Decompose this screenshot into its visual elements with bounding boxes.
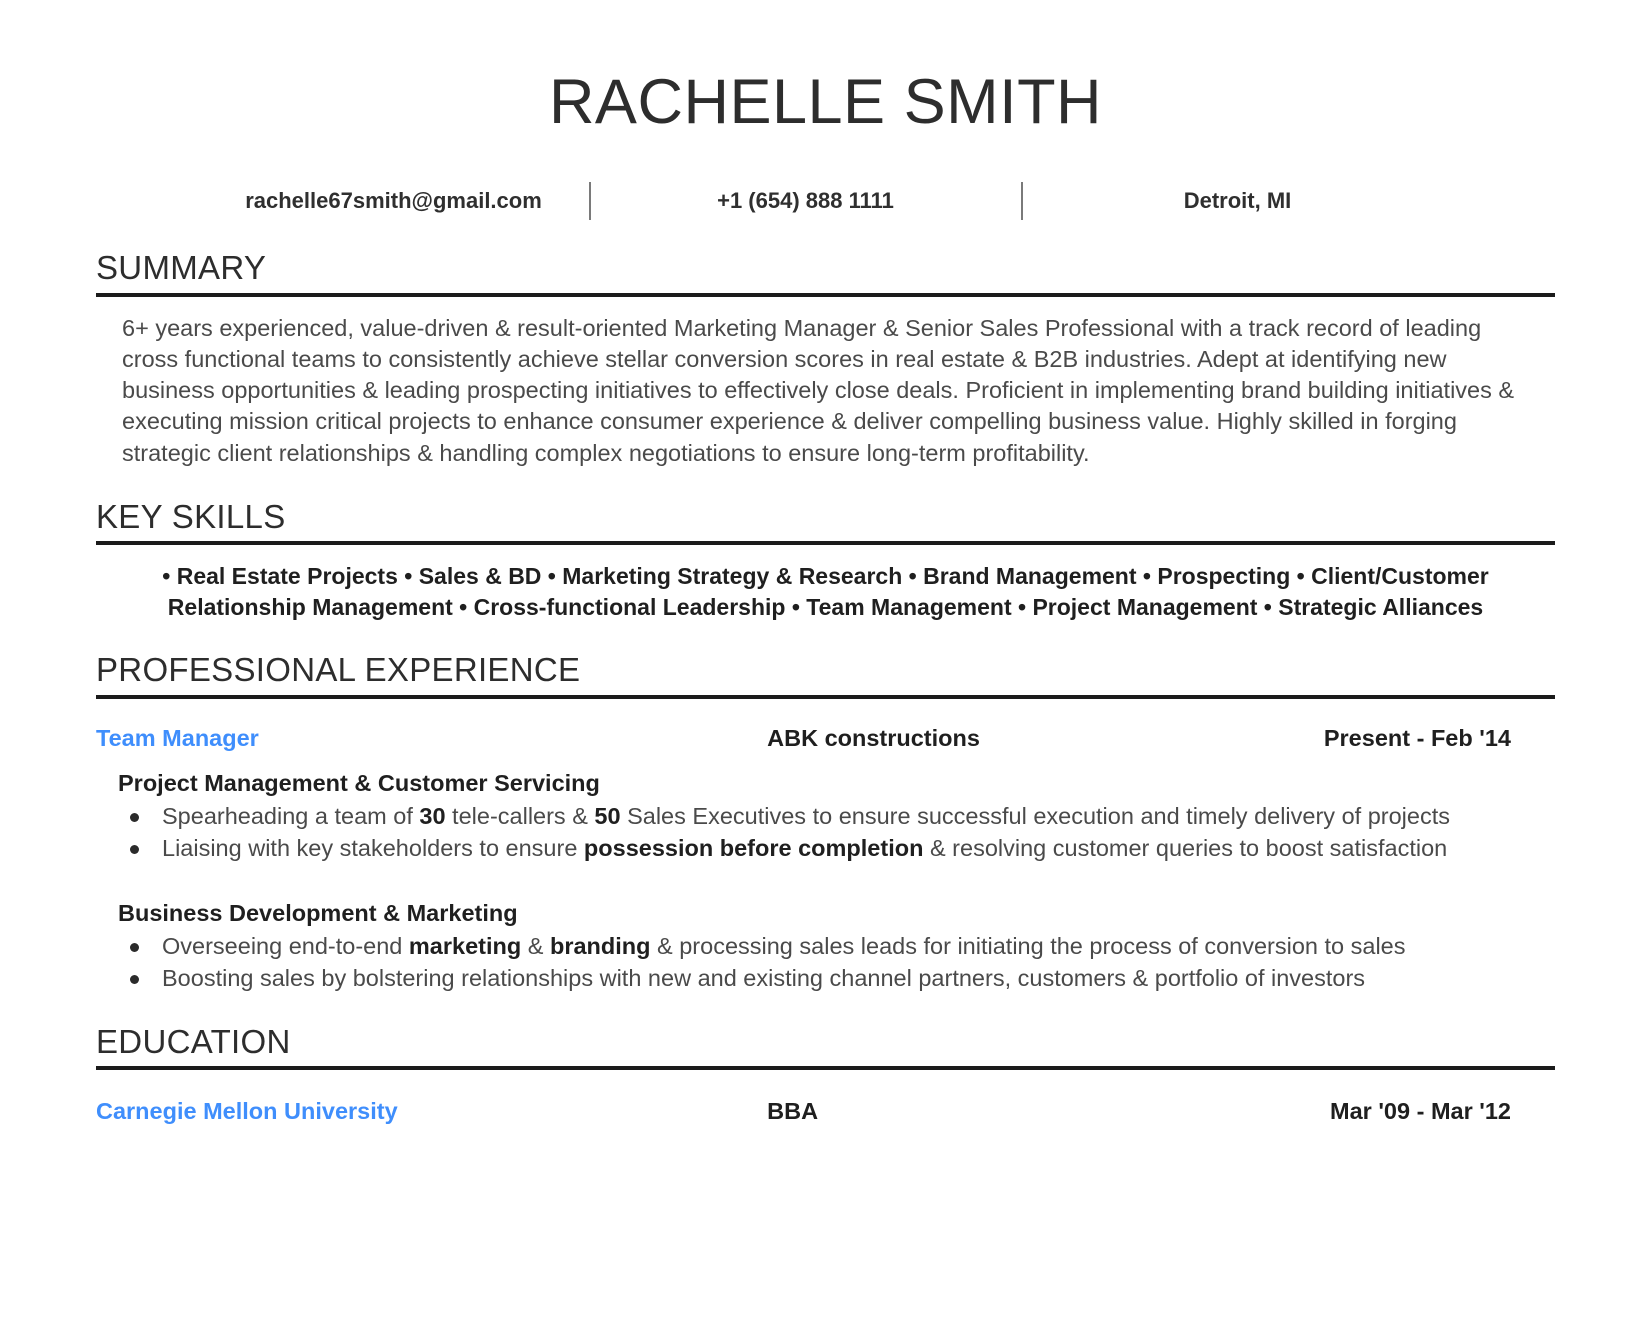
section-key-skills — [96, 499, 1555, 622]
job-dates: Present - Feb '14 — [1323, 724, 1511, 751]
job-bullet-list — [96, 931, 1555, 994]
contact-location: Detroit, MI — [1183, 188, 1292, 214]
job-bullet-list — [96, 801, 1555, 864]
summary-text: 6+ years experienced, value-driven & result-oriented Marketing Manager & Senior Sales Professional with a track record of leading cross functional teams to consistently achieve stellar conversion scores in real estate & B2B industries. Adept at identifying new business opportunities & leading prospecting initiatives to effectively close deals. Proficient in implementing brand building initiatives & executing mission critical projects to enhance consumer experience & deliver compelling business value. Highly skilled in forging strategic client relationships & handling complex negotiations to ensure long-term profitability. — [122, 314, 1515, 466]
list-item: Boosting sales by bolstering relationships with new and existing channel partners, customers & portfolio of investors — [118, 963, 1555, 994]
section-professional-experience — [96, 652, 1555, 993]
section-title-key-skills: KEY SKILLS — [96, 497, 286, 535]
group-spacer — [96, 864, 1555, 882]
section-title-summary: SUMMARY — [96, 249, 267, 287]
job-subheading: Business Development & Marketing — [118, 899, 518, 926]
section-rule-key-skills — [96, 541, 1555, 545]
section-title-education: EDUCATION — [96, 1022, 291, 1060]
education-school[interactable]: Carnegie Mellon University — [96, 1098, 398, 1125]
job-company: ABK constructions — [767, 724, 980, 751]
section-title-professional-experience: PROFESSIONAL EXPERIENCE — [96, 651, 581, 689]
section-rule-professional-experience — [96, 695, 1555, 699]
section-summary — [96, 250, 1555, 469]
job-title[interactable]: Team Manager — [96, 724, 259, 751]
list-item: Overseeing end-to-end marketing & branding & processing sales leads for initiating the process of conversion to sales — [118, 931, 1555, 962]
job-header-row — [96, 725, 1555, 752]
contact-email[interactable]: rachelle67smith@gmail.com — [245, 188, 542, 214]
list-item: Liaising with key stakeholders to ensure possession before completion & resolving customer queries to boost satisfaction — [118, 833, 1555, 864]
candidate-name: RACHELLE SMITH — [548, 67, 1103, 137]
list-item: Spearheading a team of 30 tele-callers & 50 Sales Executives to ensure successful execution and timely delivery of projects — [118, 801, 1555, 832]
education-dates: Mar '09 - Mar '12 — [1330, 1098, 1511, 1125]
job-subheading: Project Management & Customer Servicing — [118, 769, 600, 796]
job-entry — [96, 725, 1555, 994]
contact-phone[interactable]: +1 (654) 888 1111 — [717, 188, 894, 214]
contact-row — [96, 182, 1555, 220]
education-entry — [96, 1098, 1555, 1125]
resume-header — [96, 66, 1555, 220]
section-rule-summary — [96, 293, 1555, 297]
education-degree: BBA — [767, 1098, 819, 1125]
section-rule-education — [96, 1066, 1555, 1070]
section-education — [96, 1024, 1555, 1125]
key-skills-list: • Real Estate Projects • Sales & BD • Marketing Strategy & Research • Brand Management • Prospecting • Client/Customer Relationship Management • Cross-functional Leadership • Team Management • Project Management • Strategic Alliances — [162, 563, 1489, 620]
